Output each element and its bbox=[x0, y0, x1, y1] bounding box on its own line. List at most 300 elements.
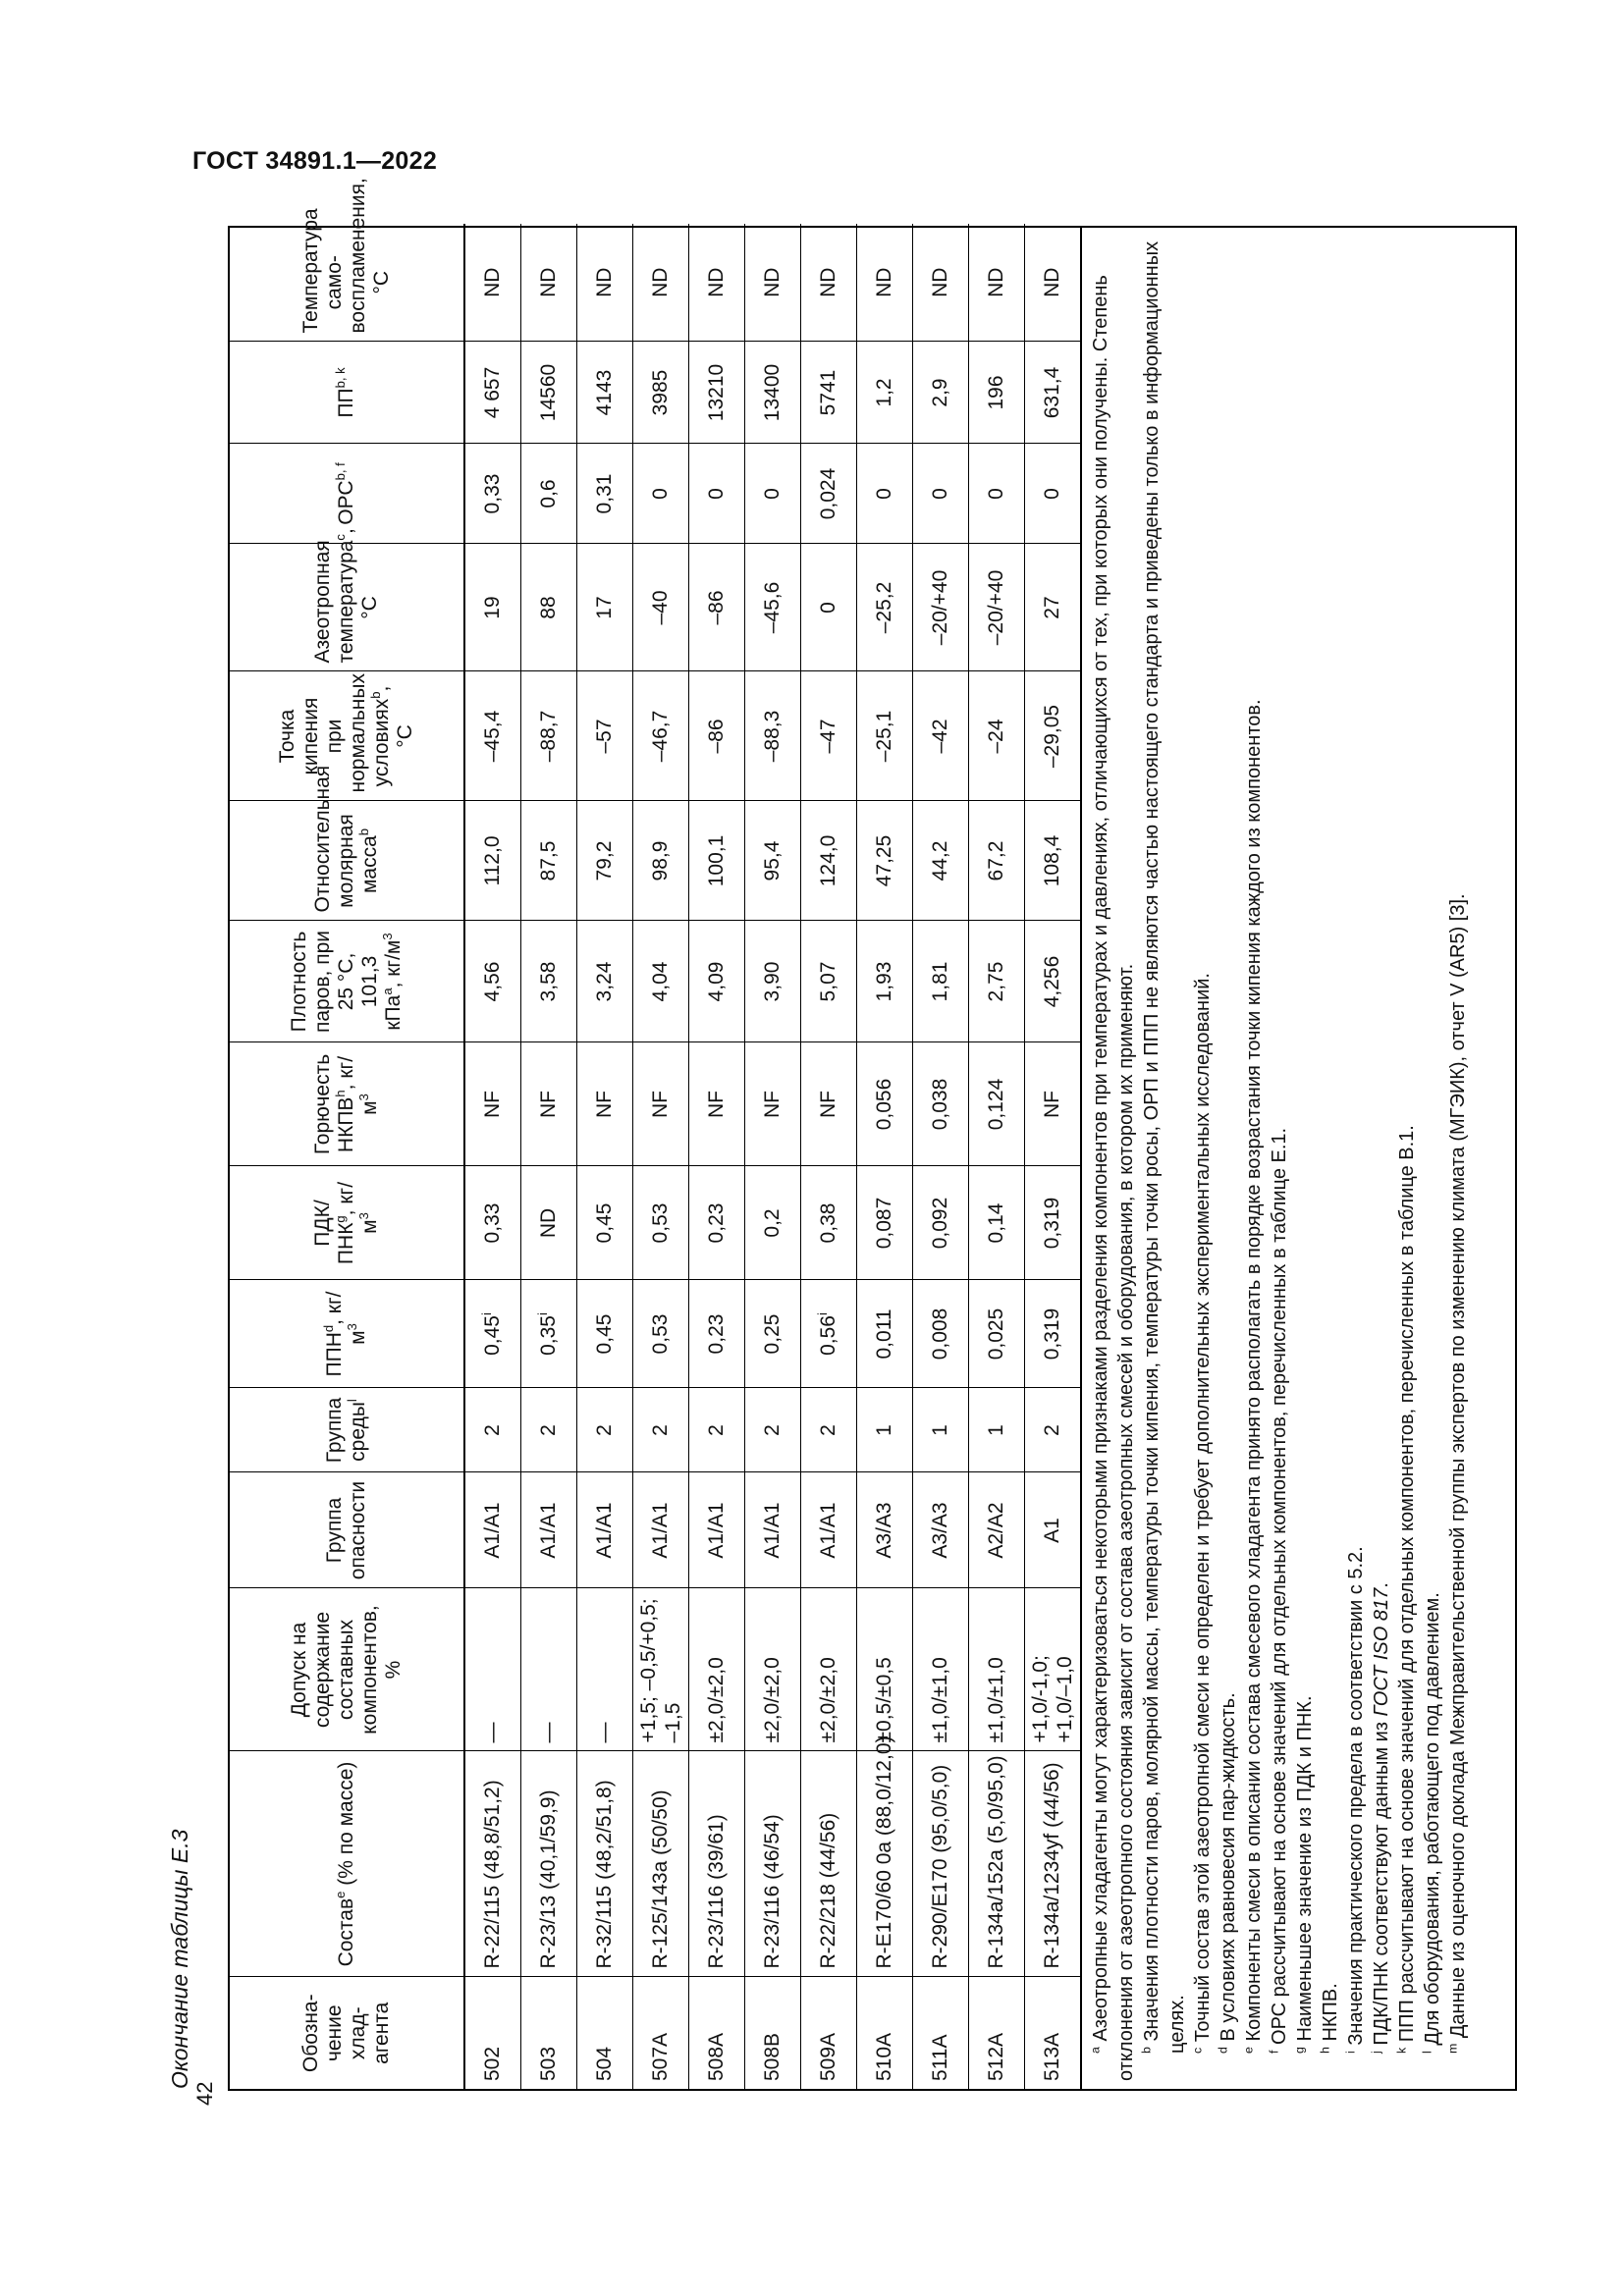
cell-pp bbox=[521, 342, 577, 444]
footnote-mark: b bbox=[1139, 2047, 1154, 2054]
cell-group bbox=[689, 1388, 745, 1472]
cell-azeo bbox=[1025, 544, 1081, 671]
cell-autoign bbox=[745, 224, 801, 342]
cell-pp bbox=[801, 342, 857, 444]
header-ppn-sup: d bbox=[320, 1324, 336, 1333]
cell-composition bbox=[521, 1751, 577, 1977]
header-molar-sup: b bbox=[356, 828, 372, 836]
refrigerant-table bbox=[230, 178, 1080, 2089]
footnote-text: Данные из оценочного доклада Межправительственной группы экспертов по изменению климата (МГЭИК), отчет V (AR5) [3]. bbox=[1447, 893, 1469, 2044]
header-designation: Обозна-чение хлад-агента bbox=[230, 1977, 464, 2089]
cell-composition bbox=[577, 1751, 633, 1977]
cell-hazard bbox=[801, 1472, 857, 1588]
cell-composition bbox=[689, 1751, 745, 1977]
cell-density-value: 1,81 bbox=[928, 961, 951, 1002]
cell-ppn bbox=[913, 1280, 969, 1388]
cell-ppn-value: 0,025 bbox=[984, 1308, 1007, 1361]
footnote-mark: g bbox=[1292, 2047, 1307, 2054]
cell-ors bbox=[745, 444, 801, 544]
cell-azeo-value: –20/+40 bbox=[984, 569, 1007, 646]
cell-ppn bbox=[577, 1280, 633, 1388]
table-header-row bbox=[230, 224, 464, 2089]
cell-pdk-value: 0,14 bbox=[984, 1202, 1007, 1244]
cell-boil-value: –29,05 bbox=[1040, 704, 1063, 769]
footnote-i bbox=[1343, 236, 1369, 2081]
cell-ppn-value: 0,35 bbox=[536, 1315, 560, 1356]
cell-boil-value: –88,7 bbox=[536, 710, 560, 763]
header-pdk-sup: g bbox=[332, 1215, 348, 1223]
cell-pdk bbox=[689, 1166, 745, 1280]
header-azeo-sup: c bbox=[332, 534, 348, 541]
footnote-text: ОРС рассчитывают на основе значений для отдельных компонентов, перечисленных в таблице Е.1. bbox=[1269, 1127, 1290, 2051]
header-boil-sup: b bbox=[368, 691, 384, 699]
cell-autoign-value: ND bbox=[928, 267, 951, 297]
cell-group bbox=[969, 1388, 1025, 1472]
cell-group bbox=[913, 1388, 969, 1472]
cell-ors-value: 0 bbox=[1040, 488, 1063, 500]
cell-boil-value: –25,1 bbox=[872, 710, 895, 763]
footnote-g bbox=[1292, 236, 1318, 2081]
cell-density bbox=[633, 921, 689, 1042]
cell-azeo-value: –40 bbox=[648, 590, 672, 625]
table-row bbox=[521, 224, 577, 2089]
header-composition bbox=[230, 1751, 464, 1977]
cell-density bbox=[857, 921, 913, 1042]
cell-tolerance bbox=[745, 1588, 801, 1751]
cell-ppn-value: 0,53 bbox=[648, 1313, 672, 1355]
footnote-text: ППП рассчитывают на основе значений для отдельных компонентов, перечисленных в таблице В.1. bbox=[1396, 1125, 1418, 2048]
cell-pdk bbox=[521, 1166, 577, 1280]
footnote-text: Значения плотности паров, молярной массы, температуры точки кипения, температуры точки росы, ОРП и ППП не являются частью настоящего стандарта и приведены только в информационных целях. bbox=[1141, 240, 1188, 2054]
cell-ors-value: 0 bbox=[984, 488, 1007, 500]
cell-azeo-value: 19 bbox=[480, 596, 504, 619]
cell-flam-value: 0,056 bbox=[872, 1078, 895, 1131]
cell-id bbox=[1025, 1977, 1081, 2089]
cell-group-value: 2 bbox=[1040, 1424, 1063, 1436]
table-row bbox=[745, 224, 801, 2089]
header-pp bbox=[230, 342, 464, 444]
cell-id-value: 508B bbox=[760, 2032, 784, 2081]
footnote-l bbox=[1420, 236, 1445, 2081]
cell-flam-value: 0,038 bbox=[928, 1078, 951, 1131]
cell-hazard bbox=[689, 1472, 745, 1588]
cell-boil-value: –45,4 bbox=[480, 710, 504, 763]
cell-flam-value: NF bbox=[536, 1091, 560, 1118]
cell-tolerance-value: — bbox=[537, 1722, 561, 1743]
cell-hazard-value: A1/A1 bbox=[816, 1502, 839, 1559]
cell-pp-value: 13400 bbox=[760, 363, 784, 422]
header-pdk-cube: 3 bbox=[356, 1212, 372, 1220]
cell-boil bbox=[633, 671, 689, 801]
cell-id bbox=[969, 1977, 1025, 2089]
cell-flam bbox=[801, 1042, 857, 1166]
cell-pdk-value: 0,319 bbox=[1040, 1197, 1063, 1250]
cell-group bbox=[521, 1388, 577, 1472]
cell-boil-value: –88,3 bbox=[760, 710, 784, 763]
footnote-e bbox=[1241, 236, 1267, 2081]
cell-ppn-value: 0,45 bbox=[592, 1313, 616, 1355]
cell-pdk-value: 0,092 bbox=[928, 1197, 951, 1250]
cell-id-value: 503 bbox=[536, 2046, 560, 2081]
cell-density-value: 4,04 bbox=[648, 961, 672, 1002]
cell-group bbox=[857, 1388, 913, 1472]
cell-pdk-value: ND bbox=[536, 1207, 560, 1239]
table-notes bbox=[1080, 228, 1471, 2089]
cell-id-value: 504 bbox=[592, 2046, 616, 2081]
cell-ppn bbox=[745, 1280, 801, 1388]
cell-autoign-value: ND bbox=[536, 267, 560, 297]
table-row bbox=[913, 224, 969, 2089]
footnote-text: Для оборудования, работающего под давлением. bbox=[1422, 1592, 1443, 2052]
cell-composition-value: R-134a/1234yf (44/56) bbox=[1040, 1762, 1063, 1969]
cell-hazard-value: A1 bbox=[1040, 1518, 1063, 1543]
cell-azeo-value: –86 bbox=[704, 590, 728, 625]
rotated-table-area bbox=[167, 178, 1517, 2091]
cell-flam bbox=[521, 1042, 577, 1166]
cell-boil bbox=[577, 671, 633, 801]
cell-boil-value: –46,7 bbox=[648, 710, 672, 763]
cell-density bbox=[464, 921, 521, 1042]
cell-hazard bbox=[857, 1472, 913, 1588]
cell-id bbox=[913, 1977, 969, 2089]
cell-composition-value: R-23/13 (40,1/59,9) bbox=[536, 1789, 560, 1969]
header-tolerance: Допуск на содержание составных компонентов, % bbox=[230, 1588, 464, 1751]
cell-composition bbox=[1025, 1751, 1081, 1977]
header-density-cube: 3 bbox=[380, 933, 396, 940]
cell-id-value: 509A bbox=[816, 2032, 839, 2081]
cell-azeo bbox=[801, 544, 857, 671]
cell-id-value: 502 bbox=[480, 2046, 504, 2081]
cell-tolerance bbox=[633, 1588, 689, 1751]
cell-pp bbox=[464, 342, 521, 444]
cell-autoign bbox=[969, 224, 1025, 342]
table-row bbox=[464, 224, 521, 2089]
cell-boil-value: –24 bbox=[984, 719, 1007, 754]
table-frame bbox=[228, 178, 1517, 2091]
cell-density-value: 1,93 bbox=[872, 961, 895, 1002]
cell-flam-value: NF bbox=[648, 1091, 672, 1118]
footnote-mark: e bbox=[1241, 2047, 1256, 2054]
cell-ppn-note-mark: i bbox=[478, 1312, 494, 1316]
cell-hazard-value: A3/A3 bbox=[928, 1502, 951, 1559]
cell-azeo bbox=[689, 544, 745, 671]
footnote-b bbox=[1139, 236, 1190, 2081]
cell-pdk bbox=[857, 1166, 913, 1280]
cell-hazard-value: A1/A1 bbox=[704, 1502, 728, 1559]
cell-hazard-value: A1/A1 bbox=[592, 1502, 616, 1559]
cell-pp bbox=[745, 342, 801, 444]
cell-ppn-value: 0,25 bbox=[760, 1313, 784, 1355]
cell-molar-value: 108,4 bbox=[1040, 834, 1063, 887]
cell-id-value: 508A bbox=[704, 2032, 728, 2081]
cell-pdk-value: 0,45 bbox=[592, 1202, 616, 1244]
cell-hazard bbox=[969, 1472, 1025, 1588]
cell-pp-value: 1,2 bbox=[872, 378, 895, 407]
cell-pdk bbox=[464, 1166, 521, 1280]
cell-hazard bbox=[521, 1472, 577, 1588]
cell-molar-value: 87,5 bbox=[536, 840, 560, 881]
cell-autoign-value: ND bbox=[760, 267, 784, 297]
footnote-j bbox=[1369, 236, 1394, 2081]
footnote-mark: a bbox=[1088, 2047, 1103, 2054]
cell-pp-value: 2,9 bbox=[928, 378, 951, 407]
cell-ppn bbox=[689, 1280, 745, 1388]
cell-boil bbox=[521, 671, 577, 801]
cell-pp-value: 14560 bbox=[536, 363, 560, 422]
cell-azeo bbox=[521, 544, 577, 671]
cell-molar bbox=[577, 801, 633, 921]
cell-ors bbox=[969, 444, 1025, 544]
cell-molar bbox=[521, 801, 577, 921]
cell-hazard-value: A1/A1 bbox=[480, 1502, 504, 1559]
cell-group-value: 2 bbox=[760, 1424, 784, 1436]
cell-azeo-value: 88 bbox=[536, 596, 560, 619]
cell-autoign-value: ND bbox=[480, 267, 504, 297]
cell-autoign-value: ND bbox=[592, 267, 616, 297]
cell-tolerance-value: — bbox=[481, 1722, 505, 1743]
cell-tolerance-value: ±0,5/±0,5 bbox=[873, 1657, 896, 1743]
header-flam-main: Горючесть НКПВ bbox=[310, 1053, 357, 1155]
cell-id bbox=[577, 1977, 633, 2089]
cell-density bbox=[577, 921, 633, 1042]
cell-pdk bbox=[577, 1166, 633, 1280]
footnote-a bbox=[1088, 236, 1139, 2081]
header-azeo-main: Азеотропная температура bbox=[310, 540, 357, 664]
header-pdk-main: ПДК/ПНК bbox=[310, 1200, 357, 1265]
cell-pp bbox=[969, 342, 1025, 444]
cell-ors-value: 0 bbox=[872, 488, 895, 500]
footnote-mark: d bbox=[1216, 2047, 1230, 2054]
cell-pdk bbox=[913, 1166, 969, 1280]
header-ors-sup: b, f bbox=[332, 462, 348, 481]
cell-composition bbox=[633, 1751, 689, 1977]
cell-group-value: 2 bbox=[536, 1424, 560, 1436]
cell-ppn bbox=[857, 1280, 913, 1388]
cell-boil bbox=[913, 671, 969, 801]
cell-ppn-value: 0,45 bbox=[480, 1315, 504, 1356]
cell-flam bbox=[577, 1042, 633, 1166]
cell-azeo-value: –20/+40 bbox=[928, 569, 951, 646]
header-environment-group bbox=[230, 1388, 464, 1472]
cell-id bbox=[801, 1977, 857, 2089]
footnote-mark: k bbox=[1394, 2047, 1409, 2054]
header-autoignition: Температура само-воспламенения, °С bbox=[230, 224, 464, 342]
cell-group bbox=[633, 1388, 689, 1472]
cell-autoign-value: ND bbox=[648, 267, 672, 297]
cell-tolerance bbox=[969, 1588, 1025, 1751]
cell-pp-value: 631,4 bbox=[1040, 366, 1063, 419]
cell-ors bbox=[857, 444, 913, 544]
footnote-mark: c bbox=[1190, 2047, 1205, 2054]
cell-pdk bbox=[801, 1166, 857, 1280]
cell-ors bbox=[1025, 444, 1081, 544]
cell-tolerance-value: +1,0/-1,0; +1,0/–1,0 bbox=[1028, 1655, 1076, 1743]
cell-density bbox=[745, 921, 801, 1042]
cell-ppn-value: 0,319 bbox=[1040, 1308, 1063, 1361]
footnote-k bbox=[1394, 236, 1420, 2081]
cell-tolerance bbox=[1025, 1588, 1081, 1751]
cell-composition bbox=[857, 1735, 913, 1977]
cell-id bbox=[521, 1977, 577, 2089]
cell-autoign bbox=[801, 224, 857, 342]
cell-pp bbox=[857, 342, 913, 444]
cell-flam bbox=[969, 1042, 1025, 1166]
table-row bbox=[801, 224, 857, 2089]
cell-hazard bbox=[913, 1472, 969, 1588]
cell-boil-value: –47 bbox=[816, 719, 839, 754]
cell-molar-value: 98,9 bbox=[648, 840, 672, 881]
header-ppn bbox=[230, 1280, 464, 1388]
header-azeo-tail: , °С bbox=[334, 528, 382, 619]
cell-autoign bbox=[913, 224, 969, 342]
cell-ppn-note-mark: i bbox=[534, 1312, 550, 1316]
cell-ors bbox=[521, 444, 577, 544]
cell-hazard bbox=[745, 1472, 801, 1588]
cell-autoign bbox=[577, 224, 633, 342]
cell-pp-value: 196 bbox=[984, 375, 1007, 410]
cell-boil-value: –57 bbox=[592, 719, 616, 754]
cell-density bbox=[969, 921, 1025, 1042]
footnote-text: НКПВ. bbox=[1320, 1983, 1341, 2048]
cell-id bbox=[464, 1977, 521, 2089]
cell-ppn bbox=[464, 1280, 521, 1388]
cell-pdk-value: 0,33 bbox=[480, 1202, 504, 1244]
header-env-sup: l bbox=[345, 1399, 359, 1403]
cell-id-value: 513A bbox=[1040, 2032, 1063, 2081]
cell-azeo-value: –45,6 bbox=[760, 581, 784, 634]
header-density-sup: a bbox=[380, 988, 396, 995]
footnote-m bbox=[1445, 236, 1471, 2081]
cell-autoign-value: ND bbox=[704, 267, 728, 297]
footnote-mark: l bbox=[1420, 2051, 1435, 2054]
header-boiling-point bbox=[230, 671, 464, 801]
cell-azeo bbox=[577, 544, 633, 671]
cell-molar-value: 124,0 bbox=[816, 834, 839, 887]
cell-flam-value: NF bbox=[816, 1091, 839, 1118]
cell-pp-value: 4143 bbox=[592, 369, 616, 416]
cell-autoign bbox=[689, 224, 745, 342]
cell-group bbox=[577, 1388, 633, 1472]
cell-composition bbox=[745, 1751, 801, 1977]
cell-tolerance-value: ±1,0/±1,0 bbox=[929, 1657, 952, 1743]
cell-azeo-value: 17 bbox=[592, 596, 616, 619]
cell-hazard-value: A1/A1 bbox=[536, 1502, 560, 1559]
cell-composition bbox=[969, 1751, 1025, 1977]
cell-id bbox=[857, 1977, 913, 2089]
header-boil-tail: , °С bbox=[370, 685, 417, 748]
table-row bbox=[857, 224, 913, 2089]
cell-molar bbox=[969, 801, 1025, 921]
cell-pdk bbox=[1025, 1166, 1081, 1280]
cell-group bbox=[801, 1388, 857, 1472]
cell-density bbox=[1025, 921, 1081, 1042]
cell-autoign bbox=[857, 224, 913, 342]
cell-ors-value: 0 bbox=[648, 488, 672, 500]
cell-autoign-value: ND bbox=[872, 267, 895, 297]
cell-pp-value: 4 657 bbox=[480, 366, 504, 419]
header-density-main: Плотность паров, при 25 °С, 101,3 кПа bbox=[287, 931, 406, 1034]
cell-composition-value: R-23/116 (46/54) bbox=[760, 1814, 784, 1969]
cell-tolerance bbox=[801, 1588, 857, 1751]
cell-pdk bbox=[745, 1166, 801, 1280]
cell-molar-value: 47,25 bbox=[872, 834, 895, 887]
cell-pp-value: 3985 bbox=[648, 369, 672, 416]
cell-flam bbox=[464, 1042, 521, 1166]
cell-molar-value: 79,2 bbox=[592, 840, 616, 881]
cell-autoign-value: ND bbox=[984, 267, 1007, 297]
cell-molar bbox=[464, 801, 521, 921]
cell-ors-value: 0 bbox=[760, 488, 784, 500]
cell-flam bbox=[1025, 1042, 1081, 1166]
cell-azeo-value: 27 bbox=[1040, 596, 1063, 619]
cell-autoign-value: ND bbox=[1040, 267, 1063, 297]
header-ppn-main: ППН bbox=[322, 1332, 346, 1377]
cell-flam bbox=[745, 1042, 801, 1166]
cell-tolerance bbox=[913, 1588, 969, 1751]
cell-hazard-value: A3/A3 bbox=[872, 1502, 895, 1559]
cell-boil bbox=[689, 671, 745, 801]
footnote-text-end: . bbox=[1371, 1582, 1392, 1588]
cell-molar-value: 100,1 bbox=[704, 834, 728, 887]
cell-ors bbox=[464, 444, 521, 544]
cell-group-value: 2 bbox=[816, 1424, 839, 1436]
cell-ppn-value: 0,008 bbox=[928, 1308, 951, 1361]
cell-pdk-value: 0,087 bbox=[872, 1197, 895, 1250]
header-composition-tail: (% по массе) bbox=[334, 1761, 357, 1892]
cell-pdk-value: 0,23 bbox=[704, 1202, 728, 1244]
cell-autoign bbox=[464, 224, 521, 342]
cell-ppn-value: 0,011 bbox=[872, 1308, 895, 1360]
cell-molar bbox=[913, 801, 969, 921]
table-row bbox=[1025, 224, 1081, 2089]
header-flammability bbox=[230, 1042, 464, 1166]
cell-ors bbox=[689, 444, 745, 544]
cell-ors bbox=[801, 444, 857, 544]
cell-tolerance-value: ±1,0/±1,0 bbox=[985, 1657, 1008, 1743]
cell-hazard-value: A1/A1 bbox=[760, 1502, 784, 1559]
cell-azeo bbox=[969, 544, 1025, 671]
footnote-h bbox=[1318, 236, 1343, 2081]
header-flam-sup: h bbox=[332, 1090, 348, 1097]
header-flam-cube: 3 bbox=[356, 1094, 372, 1101]
header-ppn-cube: 3 bbox=[345, 1323, 359, 1331]
header-pp-sup: b, k bbox=[332, 367, 348, 389]
table-row bbox=[689, 224, 745, 2089]
cell-boil bbox=[857, 671, 913, 801]
header-composition-main: Состав bbox=[334, 1897, 357, 1967]
cell-molar bbox=[1025, 801, 1081, 921]
cell-id bbox=[745, 1977, 801, 2089]
cell-pdk-value: 0,2 bbox=[760, 1208, 784, 1238]
cell-pdk bbox=[969, 1166, 1025, 1280]
cell-flam-value: NF bbox=[1040, 1091, 1063, 1118]
cell-boil bbox=[1025, 671, 1081, 801]
cell-density-value: 2,75 bbox=[984, 961, 1007, 1002]
footnote-mark: i bbox=[1343, 2051, 1358, 2054]
cell-pp-value: 5741 bbox=[816, 369, 839, 416]
footnote-mark: j bbox=[1369, 2051, 1383, 2054]
cell-group-value: 2 bbox=[704, 1424, 728, 1436]
cell-id bbox=[633, 1977, 689, 2089]
cell-autoign bbox=[521, 224, 577, 342]
cell-ors-value: 0 bbox=[928, 488, 951, 500]
cell-molar bbox=[801, 801, 857, 921]
cell-flam bbox=[857, 1042, 913, 1166]
cell-composition bbox=[913, 1751, 969, 1977]
cell-tolerance-value: ±2,0/±2,0 bbox=[817, 1657, 840, 1743]
footnote-d bbox=[1216, 236, 1241, 2081]
cell-molar-value: 44,2 bbox=[928, 840, 951, 881]
